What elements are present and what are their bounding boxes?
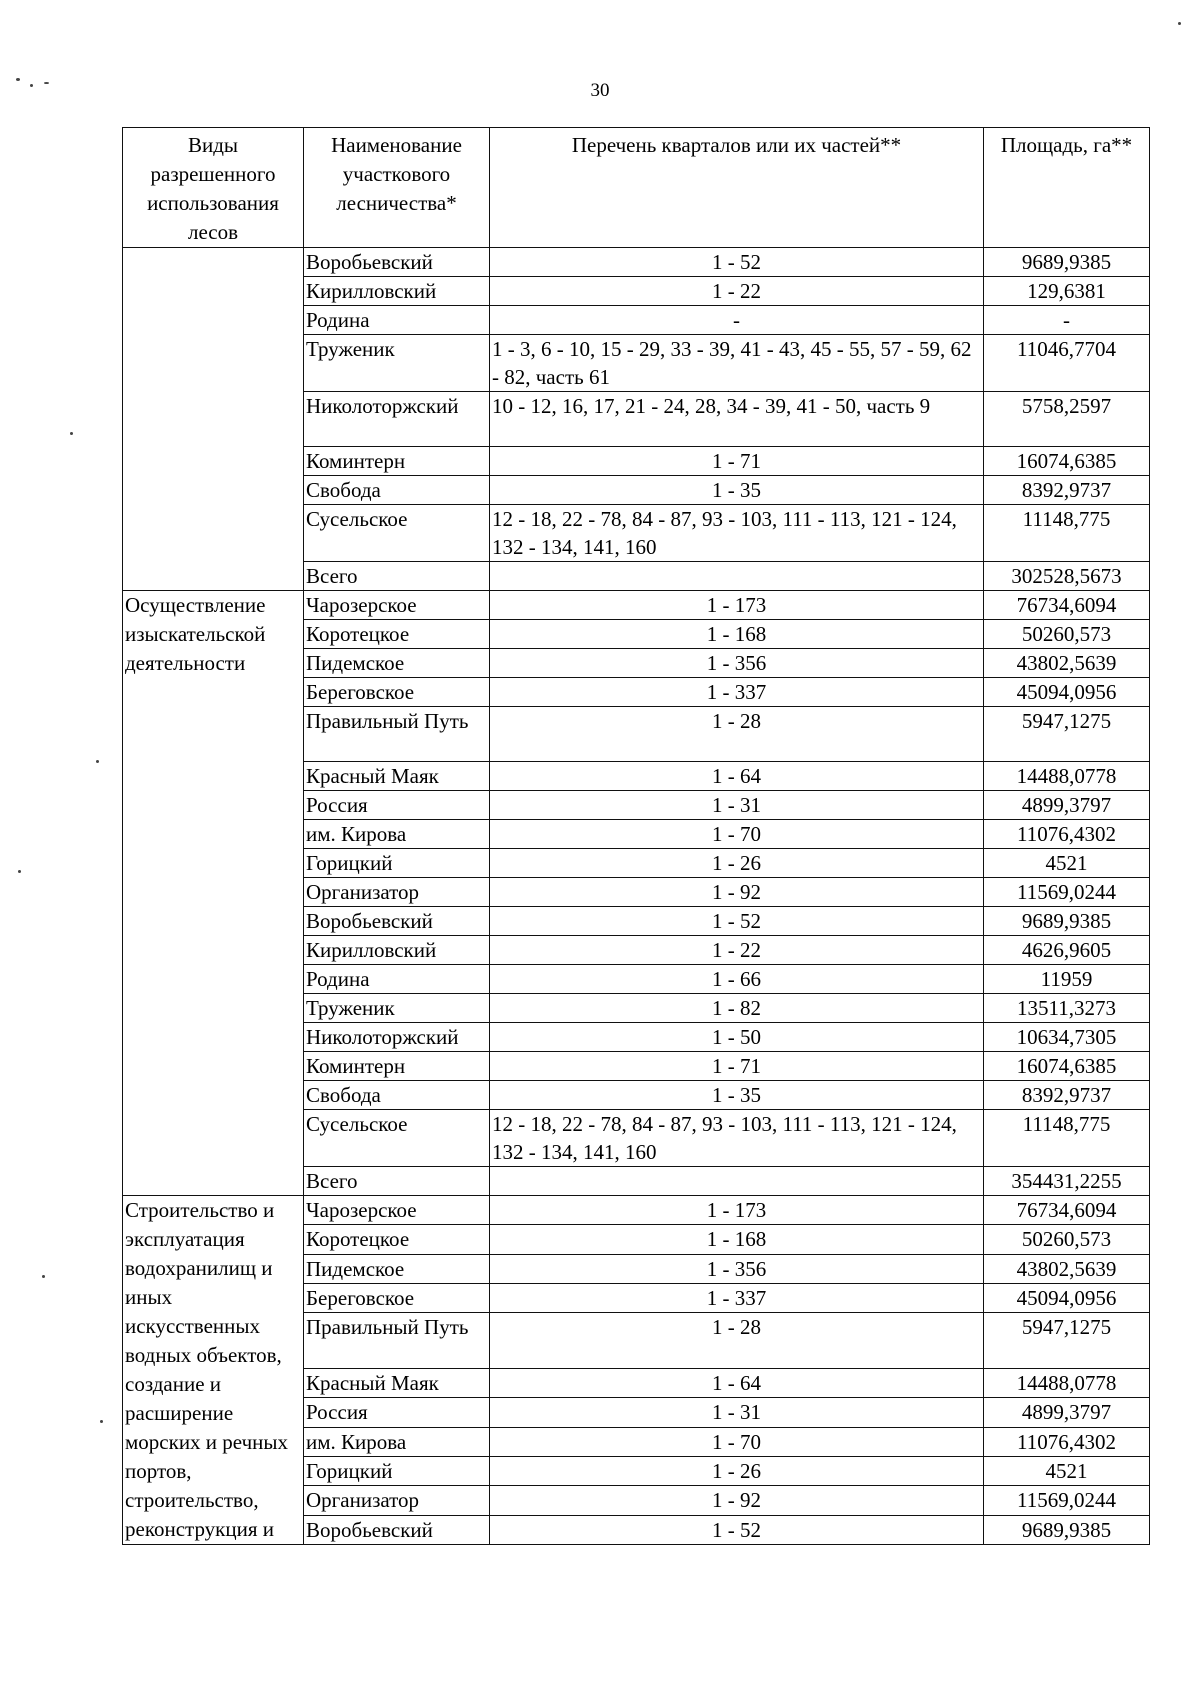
column-header-kind: Виды разрешенного использования лесов	[123, 128, 304, 248]
column-header-list: Перечень кварталов или их частей**	[490, 128, 984, 248]
area-cell: 11148,775	[984, 505, 1150, 562]
forestry-name-cell: Николоторжский	[304, 392, 490, 447]
area-cell: 4626,9605	[984, 936, 1150, 965]
quarters-list-cell: 1 - 28	[490, 1313, 984, 1369]
quarters-list-cell: 1 - 66	[490, 965, 984, 994]
quarters-list-cell: 1 - 356	[490, 1254, 984, 1283]
quarters-list-cell: 1 - 52	[490, 248, 984, 277]
area-cell: 43802,5639	[984, 649, 1150, 678]
quarters-list-cell: 1 - 173	[490, 1196, 984, 1225]
area-cell: 16074,6385	[984, 1052, 1150, 1081]
area-cell: 50260,573	[984, 620, 1150, 649]
quarters-list-cell: 1 - 35	[490, 1081, 984, 1110]
page-number: 30	[590, 80, 610, 101]
forestry-name-cell: Труженик	[304, 335, 490, 392]
area-cell: 4521	[984, 1456, 1150, 1485]
quarters-list-cell: 1 - 52	[490, 1515, 984, 1544]
quarters-list-cell: -	[490, 306, 984, 335]
area-cell: 4521	[984, 849, 1150, 878]
use-kind-cell: Строительство и эксплуатация водохранилищ и иных искусственных водных объектов, создание и расширение морских и речных портов, строительство, реконструкция и	[123, 1196, 304, 1545]
area-cell: 13511,3273	[984, 994, 1150, 1023]
forestry-name-cell: Красный Маяк	[304, 1368, 490, 1397]
quarters-list-cell: 1 - 22	[490, 936, 984, 965]
forestry-name-cell: Красный Маяк	[304, 762, 490, 791]
quarters-list-cell: 1 - 26	[490, 1456, 984, 1485]
column-header-area: Площадь, га**	[984, 128, 1150, 248]
forestry-name-cell: Свобода	[304, 1081, 490, 1110]
area-cell: 10634,7305	[984, 1023, 1150, 1052]
quarters-list-cell: 1 - 31	[490, 1398, 984, 1427]
forestry-name-cell: Правильный Путь	[304, 1313, 490, 1369]
area-cell: -	[984, 306, 1150, 335]
forestry-name-cell: Пидемское	[304, 1254, 490, 1283]
quarters-list-cell: 1 - 35	[490, 476, 984, 505]
table-row	[123, 248, 1150, 277]
header-row	[123, 128, 1150, 248]
quarters-list-cell: 12 - 18, 22 - 78, 84 - 87, 93 - 103, 111 - 113, 121 - 124, 132 - 134, 141, 160	[490, 505, 984, 562]
area-cell: 302528,5673	[984, 562, 1150, 591]
forestry-name-cell: Всего	[304, 1167, 490, 1196]
area-cell: 8392,9737	[984, 476, 1150, 505]
quarters-list-cell: 1 - 31	[490, 791, 984, 820]
forestry-name-cell: Горицкий	[304, 1456, 490, 1485]
forestry-name-cell: Сусельское	[304, 1110, 490, 1167]
forestry-name-cell: Организатор	[304, 1486, 490, 1515]
table-row	[123, 1196, 1150, 1225]
area-cell: 5947,1275	[984, 1313, 1150, 1369]
quarters-list-cell: 1 - 26	[490, 849, 984, 878]
forestry-name-cell: Организатор	[304, 878, 490, 907]
table-body	[123, 248, 1150, 1545]
area-cell: 76734,6094	[984, 1196, 1150, 1225]
forestry-name-cell: Родина	[304, 306, 490, 335]
scan-speck	[96, 760, 99, 763]
table-header	[123, 128, 1150, 248]
area-cell: 11148,775	[984, 1110, 1150, 1167]
area-cell: 11959	[984, 965, 1150, 994]
quarters-list-cell: 10 - 12, 16, 17, 21 - 24, 28, 34 - 39, 41 - 50, часть 9	[490, 392, 984, 447]
quarters-list-cell: 1 - 70	[490, 1427, 984, 1456]
scan-speck	[70, 432, 73, 435]
quarters-list-cell: 1 - 71	[490, 1052, 984, 1081]
area-cell: 11046,7704	[984, 335, 1150, 392]
forestry-name-cell: Воробьевский	[304, 1515, 490, 1544]
area-cell: 14488,0778	[984, 1368, 1150, 1397]
area-cell: 5947,1275	[984, 707, 1150, 762]
forestry-name-cell: им. Кирова	[304, 820, 490, 849]
forestry-name-cell: Россия	[304, 1398, 490, 1427]
quarters-list-cell: 1 - 168	[490, 1225, 984, 1254]
quarters-list-cell: 1 - 64	[490, 762, 984, 791]
area-cell: 4899,3797	[984, 791, 1150, 820]
quarters-list-cell	[490, 1167, 984, 1196]
area-cell: 11569,0244	[984, 878, 1150, 907]
forestry-name-cell: Россия	[304, 791, 490, 820]
area-cell: 11076,4302	[984, 1427, 1150, 1456]
forestry-name-cell: Сусельское	[304, 505, 490, 562]
quarters-list-cell: 1 - 92	[490, 1486, 984, 1515]
forest-use-table	[122, 127, 1150, 1545]
area-cell: 16074,6385	[984, 447, 1150, 476]
forestry-name-cell: Правильный Путь	[304, 707, 490, 762]
use-kind-cell	[123, 248, 304, 591]
forestry-name-cell: Родина	[304, 965, 490, 994]
scan-speck	[44, 82, 49, 84]
quarters-list-cell	[490, 562, 984, 591]
quarters-list-cell: 1 - 3, 6 - 10, 15 - 29, 33 - 39, 41 - 43, 45 - 55, 57 - 59, 62 - 82, часть 61	[490, 335, 984, 392]
column-header-name: Наименование участкового лесничества*	[304, 128, 490, 248]
forestry-name-cell: Береговское	[304, 678, 490, 707]
area-cell: 45094,0956	[984, 1283, 1150, 1312]
forestry-name-cell: Воробьевский	[304, 907, 490, 936]
area-cell: 9689,9385	[984, 248, 1150, 277]
scan-speck	[16, 78, 20, 81]
quarters-list-cell: 1 - 28	[490, 707, 984, 762]
forestry-name-cell: Коротецкое	[304, 620, 490, 649]
forestry-name-cell: Коминтерн	[304, 447, 490, 476]
scan-speck	[1178, 22, 1181, 25]
area-cell: 45094,0956	[984, 678, 1150, 707]
forestry-name-cell: Труженик	[304, 994, 490, 1023]
scan-speck	[100, 1420, 103, 1423]
quarters-list-cell: 12 - 18, 22 - 78, 84 - 87, 93 - 103, 111 - 113, 121 - 124, 132 - 134, 141, 160	[490, 1110, 984, 1167]
area-cell: 43802,5639	[984, 1254, 1150, 1283]
forestry-name-cell: Кирилловский	[304, 277, 490, 306]
table-row	[123, 591, 1150, 620]
quarters-list-cell: 1 - 173	[490, 591, 984, 620]
area-cell: 8392,9737	[984, 1081, 1150, 1110]
forestry-name-cell: Чарозерское	[304, 591, 490, 620]
quarters-list-cell: 1 - 22	[490, 277, 984, 306]
area-cell: 11076,4302	[984, 820, 1150, 849]
forestry-name-cell: Коминтерн	[304, 1052, 490, 1081]
quarters-list-cell: 1 - 337	[490, 678, 984, 707]
quarters-list-cell: 1 - 70	[490, 820, 984, 849]
scan-speck	[42, 1275, 45, 1278]
scan-speck	[30, 84, 33, 87]
quarters-list-cell: 1 - 50	[490, 1023, 984, 1052]
quarters-list-cell: 1 - 82	[490, 994, 984, 1023]
quarters-list-cell: 1 - 71	[490, 447, 984, 476]
area-cell: 5758,2597	[984, 392, 1150, 447]
forestry-name-cell: Всего	[304, 562, 490, 591]
area-cell: 50260,573	[984, 1225, 1150, 1254]
forestry-name-cell: Пидемское	[304, 649, 490, 678]
quarters-list-cell: 1 - 356	[490, 649, 984, 678]
forestry-name-cell: Коротецкое	[304, 1225, 490, 1254]
forestry-name-cell: Чарозерское	[304, 1196, 490, 1225]
forestry-name-cell: Горицкий	[304, 849, 490, 878]
area-cell: 9689,9385	[984, 1515, 1150, 1544]
area-cell: 129,6381	[984, 277, 1150, 306]
quarters-list-cell: 1 - 337	[490, 1283, 984, 1312]
quarters-list-cell: 1 - 168	[490, 620, 984, 649]
area-cell: 9689,9385	[984, 907, 1150, 936]
quarters-list-cell: 1 - 64	[490, 1368, 984, 1397]
area-cell: 11569,0244	[984, 1486, 1150, 1515]
forestry-name-cell: Воробьевский	[304, 248, 490, 277]
forestry-name-cell: Николоторжский	[304, 1023, 490, 1052]
forestry-name-cell: Свобода	[304, 476, 490, 505]
forestry-name-cell: им. Кирова	[304, 1427, 490, 1456]
quarters-list-cell: 1 - 52	[490, 907, 984, 936]
area-cell: 76734,6094	[984, 591, 1150, 620]
quarters-list-cell: 1 - 92	[490, 878, 984, 907]
scan-speck	[18, 870, 21, 873]
forestry-name-cell: Кирилловский	[304, 936, 490, 965]
use-kind-cell: Осуществление изыскательской деятельности	[123, 591, 304, 1196]
area-cell: 354431,2255	[984, 1167, 1150, 1196]
area-cell: 4899,3797	[984, 1398, 1150, 1427]
forestry-name-cell: Береговское	[304, 1283, 490, 1312]
area-cell: 14488,0778	[984, 762, 1150, 791]
